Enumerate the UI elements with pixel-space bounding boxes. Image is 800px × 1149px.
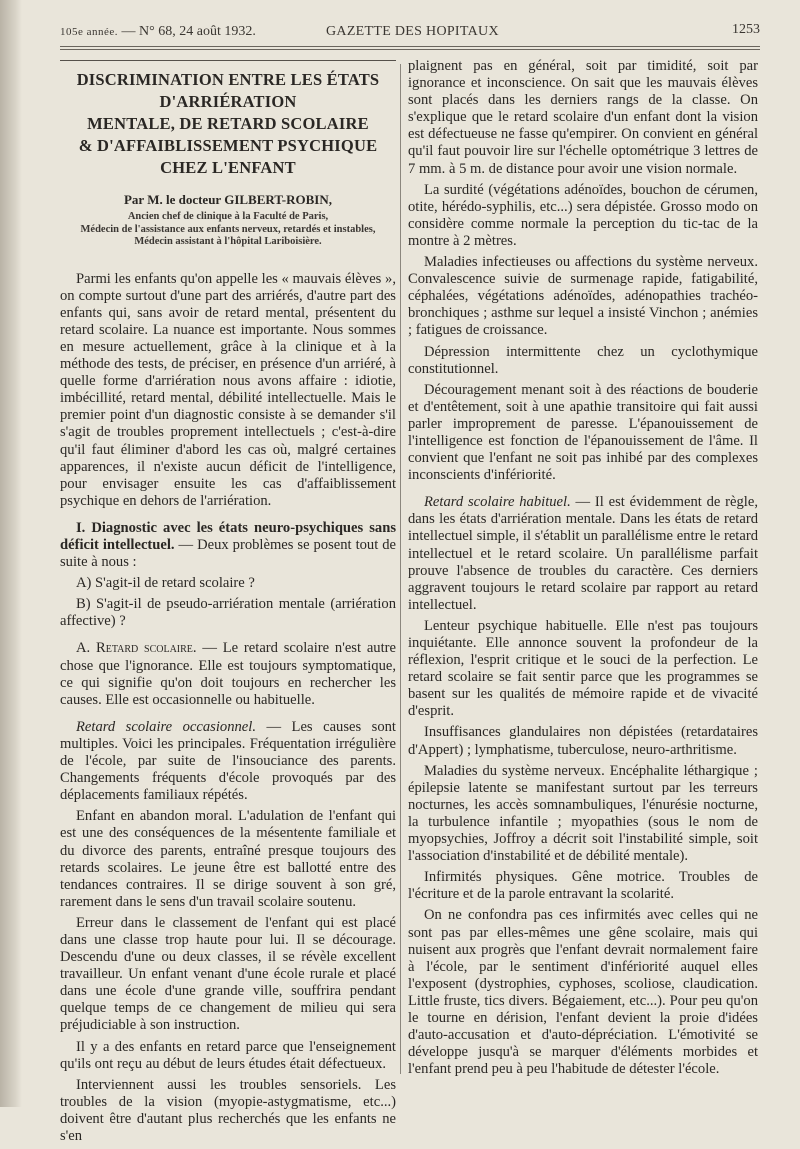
abandon-paragraph: Enfant en abandon moral. L'adulation de l'enfant qui est une des conséquences de la mésentente familiale et du divorce des parents, entraîné presque toujours des retards scolaires. Le jeune être est ballotté entre des tendances contraires. Il se dirige souvent à son gré, rarement dans le sens d'un travail scolaire soutenu.: [60, 808, 396, 910]
erreur-paragraph: Erreur dans le classement de l'enfant qui est placé dans une classe trop haute pour lui. Il se décourage. Descendu d'une ou deux classes, il se révèle excellent travailleur. Un enfant venant d'une école rurale et placé dans une école d'une grande ville, souffrira pendant quelque temps de ce changement de milieu qui sera préjudiciable à son instruction.: [60, 914, 396, 1034]
habituel-text: — Il est évidemment de règle, dans les états d'arriération mentale. Dans les états de retard intellectuel simple, il s'établit un parallélisme entre le retard intellectuel et le retard scolaire. Un parallélisme parfait prouve l'absence de troubles du caractère. Ces derniers aggravent toujours le retard scolaire par rapport au retard intellectuel.: [408, 494, 758, 613]
retard-scolaire-heading: A. Retard scolaire.: [76, 640, 197, 657]
infectieuses-paragraph: Maladies infectieuses ou affections du système nerveux. Convalescence suivie de surmenage rapide, fatigabilité, céphalées, végétations adénoïdes, adénopathies trachéo-bronchiques ; asthme sur lequel a insisté Vinchon ; anémies ; fatigues de croissance.: [408, 254, 758, 339]
journal-page: [50, 18, 760, 1144]
occasionnel-text: — Les causes sont multiples. Voici les principales. Fréquentation irrégulière de l'école, par suite de l'insouciance des parents. Changements fréquents d'école provoqués par des déplacements familiaux répétés.: [60, 718, 396, 804]
question-a: A) S'agit-il de retard scolaire ?: [76, 575, 255, 592]
header-issue-number: — N° 68, 24 août 1932.: [121, 24, 256, 39]
decouragement-paragraph: Découragement menant soit à des réactions de bouderie et d'entêtement, soit à une apathie transitoire qui fait aussi parler improprement de paresse. L'épanouissement de l'intelligence est fonction de l'épanouissement de l'âme. Il convient que l'enfant ne soit pas inhibé par des complexes inconscients d'infériorité.: [408, 381, 758, 484]
left-column: [60, 58, 396, 1149]
title-line-3: & D'AFFAIBLISSEMENT PSYCHIQUE CHEZ L'ENFANT: [78, 136, 378, 177]
header-journal-name: GAZETTE DES HOPITAUX: [326, 24, 499, 39]
header-page-number: 1253: [732, 22, 760, 37]
article-author: Par M. le docteur GILBERT-ROBIN,: [123, 192, 333, 207]
insuffisances-paragraph: Insuffisances glandulaires non dépistées (retardataires d'Appert) ; lymphatisme, tuberculose, neuro-arthritisme.: [408, 724, 758, 758]
occasionnel-heading: Retard scolaire occasionnel.: [76, 718, 256, 735]
title-line-1: DISCRIMINATION ENTRE LES ÉTATS D'ARRIÉRATION: [76, 70, 380, 111]
page-spine-shadow: [0, 0, 22, 1107]
sensoriels-paragraph: Interviennent aussi les troubles sensoriels. Les troubles de la vision (myopie-astygmatisme, etc...) doivent être d'autant plus recherchés que les enfants ne s'en: [60, 1076, 396, 1144]
question-b: B) S'agit-il de pseudo-arriération mentale (arriération affective) ?: [60, 596, 396, 630]
section-1-text: — Deux problèmes se posent tout de suite à nous :: [60, 537, 396, 571]
infirmites-paragraph: Infirmités physiques. Gêne motrice. Troubles de l'écriture et de la parole entravant la scolarité.: [408, 869, 758, 903]
header-rule: [60, 46, 760, 47]
column-divider: [400, 64, 401, 1074]
lenteur-paragraph: Lenteur psychique habituelle. Elle n'est pas toujours inquiétante. Elle annonce souvent la profondeur de la réflexion, l'esprit critique et le souci de la perfection. Le retard scolaire se fait sentir parce que les programmes se basent sur les qualités de mémoire rapide et de vivacité d'esprit.: [408, 617, 758, 720]
retard-scolaire-paragraph: [60, 640, 396, 708]
plaignent-paragraph: plaignent pas en général, soit par timidité, soit par ignorance et inconscience. On sait que les mauvais élèves sont placés dans les derniers rangs de la classe. On s'explique que le retard scolaire d'un enfant dont la vision est défectueuse ne fasse qu'empirer. On convient en général qu'il faut pouvoir lire sur l'échelle optométrique 3 lettres de 7 mm. à 5 m. de distance pour avoir une vision normale.: [408, 58, 758, 177]
right-column: [408, 58, 758, 1082]
header-annee: 105e année.: [60, 26, 119, 38]
section-1-paragraph: [60, 520, 396, 571]
running-header: [50, 18, 760, 44]
systeme-nerveux-paragraph: Maladies du système nerveux. Encéphalite léthargique ; épilepsie latente se manifestant surtout par les terreurs nocturnes, les accès somnambuliques, l'énurésie nocturne, la turbulence infantile ; myopathies (sous le nom de myopsychies, Joffroy a décrit soit l'instabilité simple, soit l'association d'instabilité et de débilité mentale).: [408, 762, 758, 865]
title-line-2: MENTALE, DE RETARD SCOLAIRE: [87, 114, 369, 133]
habituel-heading: Retard scolaire habituel.: [424, 494, 571, 511]
header-issue: [60, 24, 256, 40]
section-1-heading: I. Diagnostic avec les états neuro-psychiques sans déficit intellectuel.: [60, 519, 396, 553]
affiliation-line: Médecin assistant à l'hôpital Lariboisière.: [134, 236, 322, 248]
title-rule: [60, 60, 396, 61]
intro-paragraph: Parmi les enfants qu'on appelle les « mauvais élèves », on compte surtout d'une part des arriérés, d'autre part des enfants qui, sans avoir de retard mental, présentent du retard scolaire. La nuance est importante. Nous sommes en mesure actuellement, grâce à la clinique et à la méthode des tests, de préciser, en présence d'un arriéré, à quelle forme d'arriération nous avons affaire : idiotie, imbécillité, retard mental, débilité intellectuelle. Mais le premier point d'un diagnostic consiste à se demander s'il s'agit de troubles proprement intellectuels ; c'est-à-dire qu'il faut éliminer d'abord les cas où, malgré certaines apparences, il n'existe aucun déficit de l'intelligence, pour envisager ensuite les cas d'affaiblissement psychique en dehors de l'arriération.: [60, 270, 396, 509]
affiliation-line: Ancien chef de clinique à la Faculté de Paris,: [127, 211, 329, 223]
retard-scolaire-text: — Le retard scolaire n'est autre chose que l'ignorance. Elle est toujours symptomatique, ce qui signifie qu'on doit toujours en rechercher les causes. Elle est occasionnelle ou habituelle.: [60, 640, 396, 708]
confondra-paragraph: On ne confondra pas ces infirmités avec celles qui ne sont pas par elles-mêmes une gêne scolaire, mais qui nuisent aux progrès que l'enfant devrait normalement faire à l'école, par le sentiment d'infériorité auquel elles l'exposent (dystrophies, cyphoses, scoliose, claudication. Little fruste, tics divers. Bégaiement, etc...). Pour peu qu'on le tourne en dérision, l'enfant devient la proie d'idées d'auto-accusation et d'auto-dépréciation. L'émotivité se développe jusqu'à se marquer d'éléments morbides et l'enfant prend peu à peu l'habitude de détester l'école.: [408, 907, 758, 1078]
enseignement-paragraph: Il y a des enfants en retard parce que l'enseignement qu'ils ont reçu au début de leurs études était défectueux.: [60, 1038, 396, 1072]
surdite-paragraph: La surdité (végétations adénoïdes, bouchon de cérumen, otite, hérédo-syphilis, etc...) sera dépistée. Grosso modo on considère comme normale la perception du tic-tac de la montre à 2 mètres.: [408, 181, 758, 249]
affiliation-line: Médecin de l'assistance aux enfants nerveux, retardés et instables,: [80, 223, 376, 235]
habituel-paragraph: [408, 494, 758, 614]
header-rule-double: [60, 49, 760, 50]
depression-paragraph: Dépression intermittente chez un cyclothymique constitutionnel.: [408, 343, 758, 377]
article-title: [60, 69, 396, 179]
occasionnel-paragraph: [60, 719, 396, 804]
author-affiliations: [60, 211, 396, 249]
